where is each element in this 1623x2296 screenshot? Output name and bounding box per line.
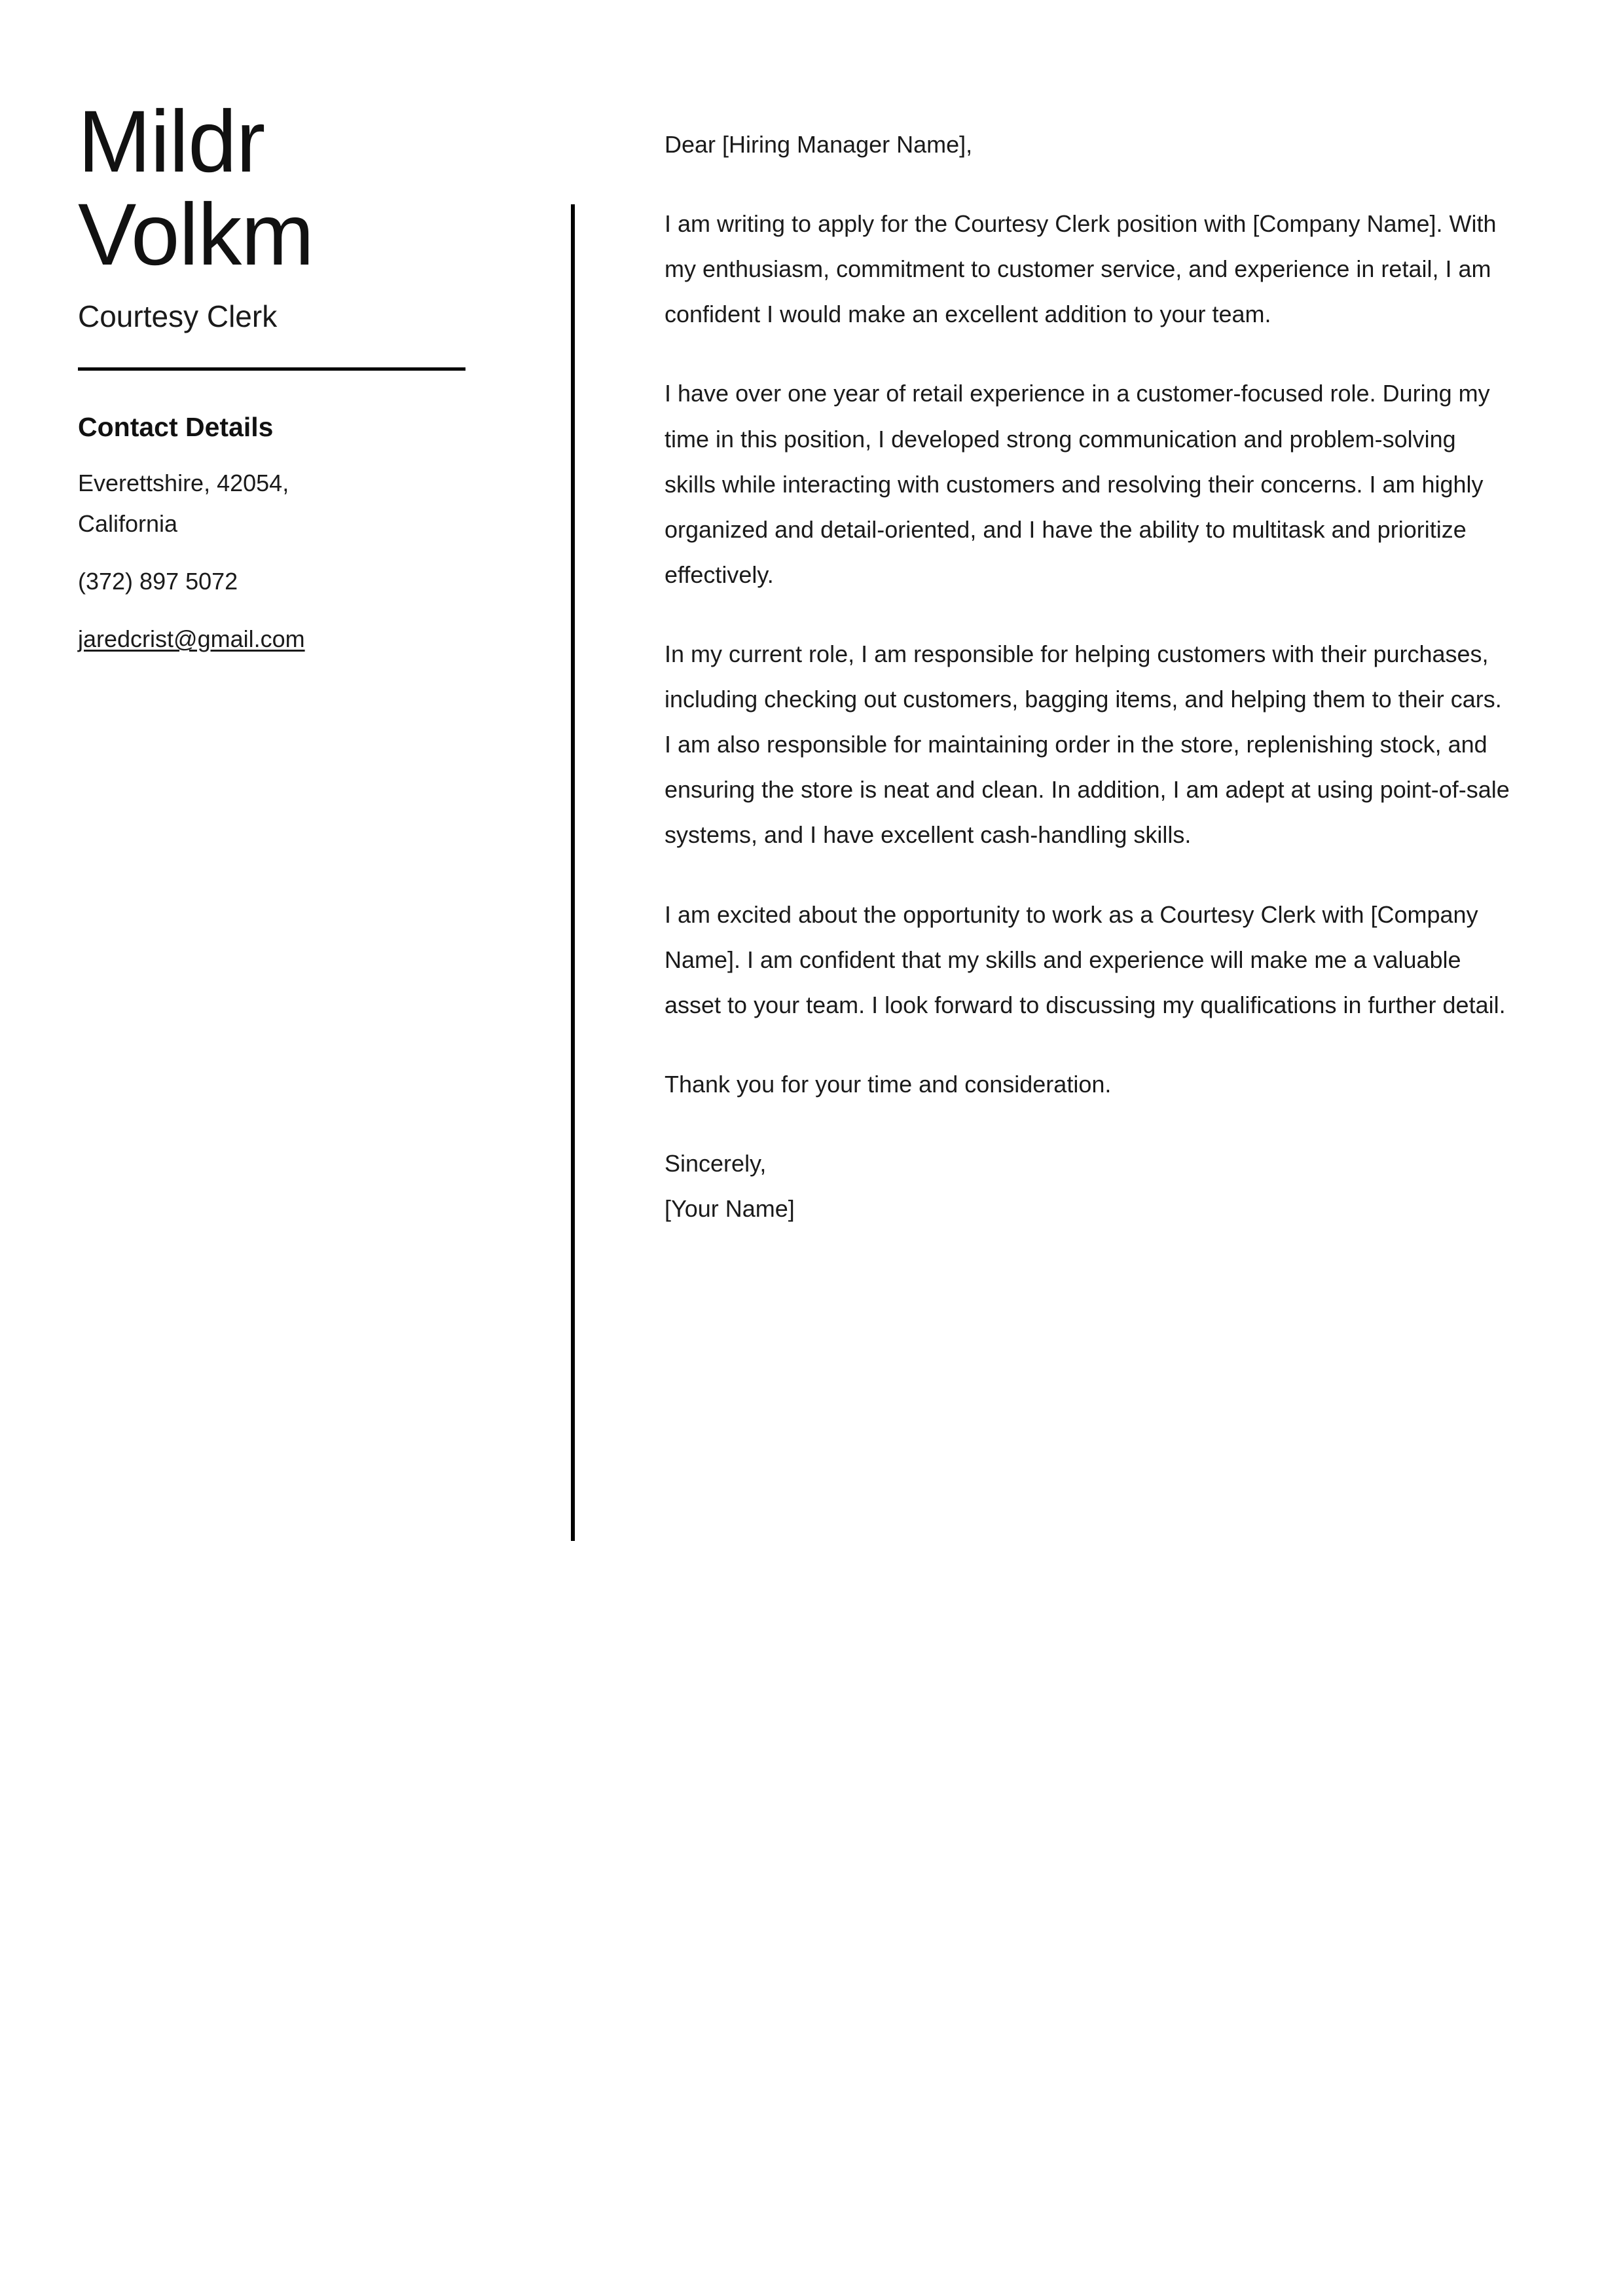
letter-paragraph-1: I am writing to apply for the Courtesy Clerk position with [Company Name]. With my enthusiasm, commitment to customer service, and experience in retail, I am confident I would make an excellent addition to your team. [665, 210, 1497, 328]
contact-email-link[interactable]: jaredcrist@gmail.com [78, 625, 305, 653]
letter-signoff [665, 1141, 1510, 1231]
sidebar-divider-rule [78, 367, 465, 371]
sidebar [78, 0, 510, 659]
letter-salutation: Dear [Hiring Manager Name], [665, 131, 973, 158]
contact-details-heading: Contact Details [78, 412, 274, 443]
letter-thanks: Thank you for your time and consideration. [665, 1070, 1112, 1098]
letter-body [665, 122, 1510, 1231]
contact-details-list [78, 463, 510, 659]
job-title: Courtesy Clerk [78, 299, 278, 334]
applicant-last-name: Volkm [78, 186, 314, 284]
contact-address: Everettshire, 42054, California [78, 470, 289, 538]
name-block [78, 0, 510, 282]
letter-paragraph-2: I have over one year of retail experience in a customer-focused role. During my time in this position, I developed strong communication and problem-solving skills while interacting with customers and resolving their concerns. I am highly organized and detail-oriented, and I have the ability to multitask and prioritize effectively. [665, 380, 1490, 588]
letter-paragraph-4: I am excited about the opportunity to work as a Courtesy Clerk with [Company Name]. I am confident that my skills and experience will make me a valuable asset to your team. I look forward to discussing my qualifications in further detail. [665, 900, 1506, 1018]
contact-phone: (372) 897 5072 [78, 568, 238, 595]
letter-signature-name: [Your Name] [665, 1195, 795, 1223]
letter-paragraph-3: In my current role, I am responsible for helping customers with their purchases, including checking out customers, bagging items, and helping them to their cars. I am also responsible for maintaining order in the store, replenishing stock, and ensuring the store is neat and clean. In addition, I am adept at using point-of-sale systems, and I have excellent cash-handling skills. [665, 640, 1510, 849]
vertical-divider-rule [571, 204, 575, 1541]
letter-closing: Sincerely, [665, 1149, 767, 1177]
applicant-first-name: Mildr [78, 93, 265, 191]
